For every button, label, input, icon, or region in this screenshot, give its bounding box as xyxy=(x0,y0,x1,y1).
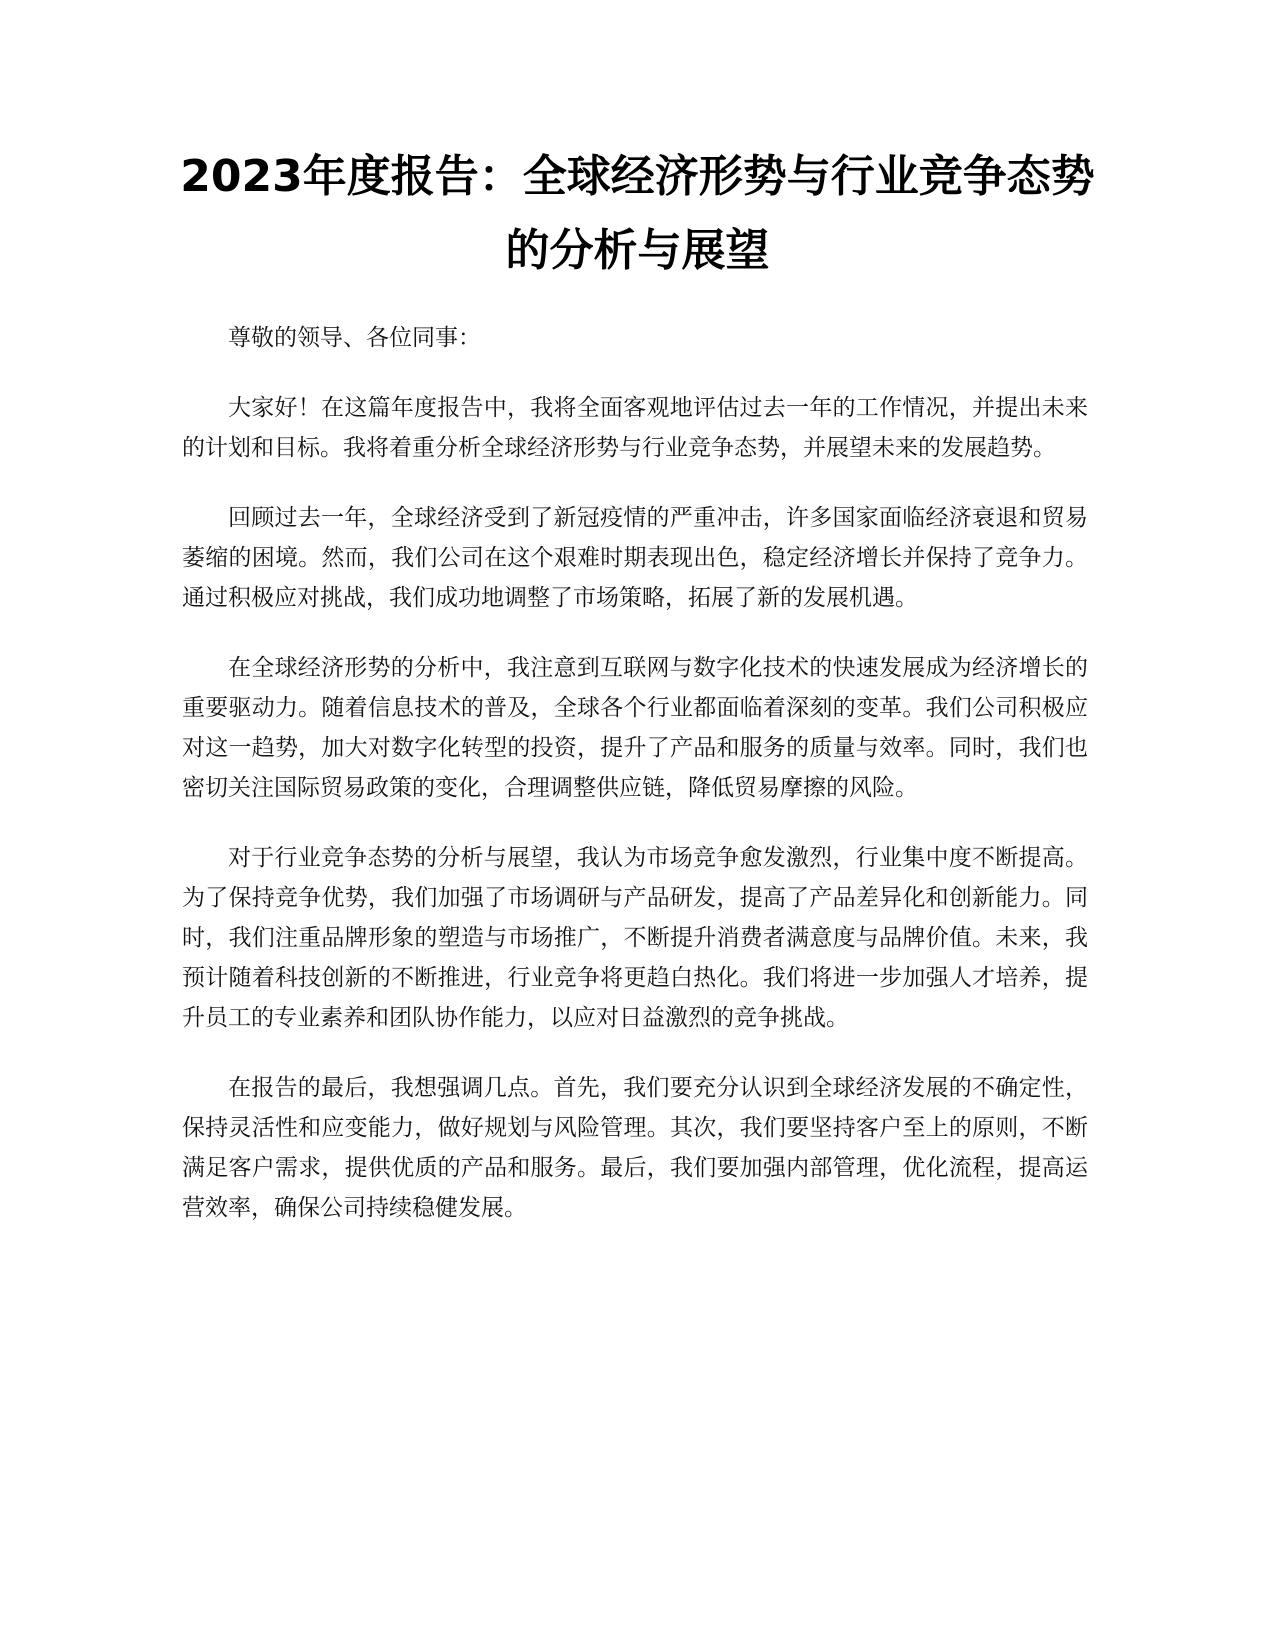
document-title: 2023年度报告：全球经济形势与行业竞争态势的分析与展望 xyxy=(180,151,1095,276)
document-body xyxy=(182,318,1088,1258)
industry-competition-paragraph: 对于行业竞争态势的分析与展望，我认为市场竞争愈发激烈，行业集中度不断提高。为了保持竞争优势，我们加强了市场调研与产品研发，提高了产品差异化和创新能力。同时，我们注重品牌形象的塑造与市场推广，不断提升消费者满意度与品牌价值。未来，我预计随着科技创新的不断推进，行业竞争将更趋白热化。我们将进一步加强人才培养，提升员工的专业素养和团队协作能力，以应对日益激烈的竞争挑战。 xyxy=(182,845,1088,1031)
intro-paragraph: 大家好！在这篇年度报告中，我将全面客观地评估过去一年的工作情况，并提出未来的计划和目标。我将着重分析全球经济形势与行业竞争态势，并展望未来的发展趋势。 xyxy=(182,395,1088,461)
review-paragraph: 回顾过去一年，全球经济受到了新冠疫情的严重冲击，许多国家面临经济衰退和贸易萎缩的困境。然而，我们公司在这个艰难时期表现出色，稳定经济增长并保持了竞争力。通过积极应对挑战，我们成功地调整了市场策略，拓展了新的发展机遇。 xyxy=(182,505,1088,611)
salutation-paragraph: 尊敬的领导、各位同事： xyxy=(228,325,481,351)
global-economy-paragraph: 在全球经济形势的分析中，我注意到互联网与数字化技术的快速发展成为经济增长的重要驱动力。随着信息技术的普及，全球各个行业都面临着深刻的变革。我们公司积极应对这一趋势，加大对数字化转型的投资，提升了产品和服务的质量与效率。同时，我们也密切关注国际贸易政策的变化，合理调整供应链，降低贸易摩擦的风险。 xyxy=(182,655,1088,801)
conclusion-paragraph: 在报告的最后，我想强调几点。首先，我们要充分认识到全球经济发展的不确定性，保持灵活性和应变能力，做好规划与风险管理。其次，我们要坚持客户至上的原则，不断满足客户需求，提供优质的产品和服务。最后，我们要加强内部管理，优化流程，提高运营效率，确保公司持续稳健发展。 xyxy=(182,1075,1088,1221)
